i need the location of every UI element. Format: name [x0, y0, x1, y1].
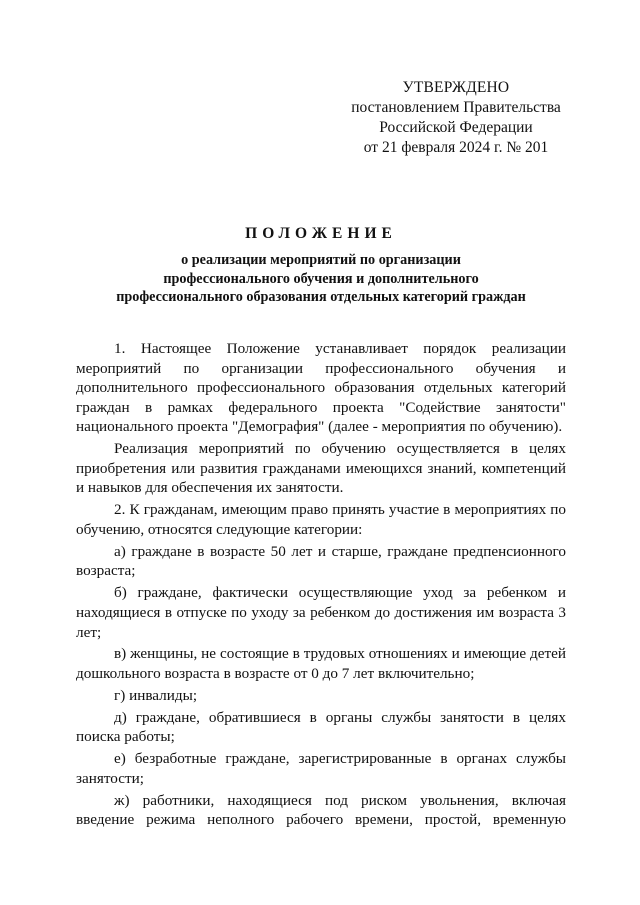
approval-line-1: постановлением Правительства	[351, 99, 561, 116]
paragraph: е) безработные граждане, зарегистрированные в органах службы занятости;	[76, 750, 566, 787]
approval-stamp	[336, 78, 576, 158]
paragraph: а) граждане в возрасте 50 лет и старше, граждане предпенсионного возраста;	[76, 542, 566, 580]
paragraph: д) граждане, обратившиеся в органы службы занятости в целях поиска работы;	[76, 708, 566, 746]
paragraph: в) женщины, не состоящие в трудовых отношениях и имеющие детей дошкольного возраста в возрасте от 0 до 7 лет включительно;	[76, 645, 566, 682]
document-title: ПОЛОЖЕНИЕ	[245, 225, 397, 242]
subtitle-line-3: профессионального образования отдельных категорий граждан	[116, 289, 526, 305]
paragraph: 1. Настоящее Положение устанавливает порядок реализации мероприятий по организации профессионального обучения и дополнительного профессионального образования отдельных категорий граждан в рамках федерального проекта "Содействие занятости" национального проекта "Демография" (далее - мероприятия по обучению).	[76, 340, 566, 436]
paragraph: Реализация мероприятий по обучению осуществляется в целях приобретения или развития гражданами имеющихся знаний, компетенций и навыков для обеспечения их занятости.	[76, 440, 566, 497]
subtitle-line-2: профессионального обучения и дополнительного	[163, 270, 479, 287]
approval-line-2: Российской Федерации	[379, 119, 533, 136]
paragraph: г) инвалиды;	[114, 686, 198, 704]
document-body	[76, 339, 566, 832]
paragraph: ж) работники, находящиеся под риском увольнения, включая введение режима неполного рабочего времени, простой, временную	[76, 791, 566, 829]
approval-heading: УТВЕРЖДЕНО	[402, 79, 510, 96]
paragraph: 2. К гражданам, имеющим право принять участие в мероприятиях по обучению, относятся следующие категории:	[76, 501, 566, 538]
document-subtitle	[76, 251, 566, 307]
subtitle-line-1: о реализации мероприятий по организации	[181, 252, 461, 268]
approval-line-3: от 21 февраля 2024 г. № 201	[363, 139, 549, 156]
paragraph: б) граждане, фактически осуществляющие уход за ребенком и находящиеся в отпуске по уходу за ребенком до достижения им возраста 3 лет;	[76, 584, 566, 641]
